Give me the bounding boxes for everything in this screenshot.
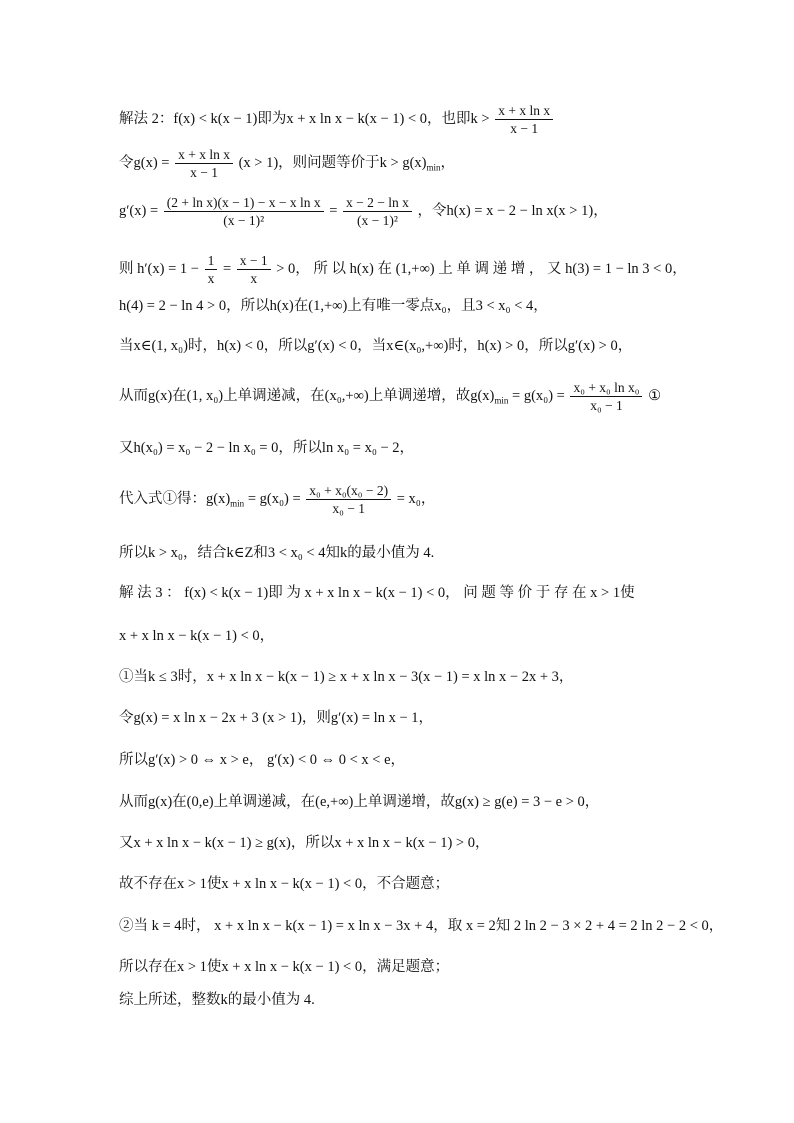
text-run: = g(x₀) = [508, 387, 565, 404]
fraction-numerator: x − 2 − ln x [343, 195, 412, 212]
text-line: 令g(x) = x ln x − 2x + 3 (x > 1)，则g′(x) = ln x − 1， [119, 710, 434, 726]
text-run: = x₀， [396, 490, 436, 507]
substitute-expression [119, 483, 719, 516]
fraction-numerator: x₀ + x₀ ln x₀ [570, 380, 642, 397]
circled-one: ① [648, 387, 662, 404]
fraction-denominator: (x − 1)² [223, 213, 265, 228]
fraction [164, 195, 324, 228]
fraction-denominator: x − 1 [190, 165, 218, 180]
text-run: > 0， 所 以 h(x) 在 (1,+∞) 上 单 调 递 增 ， 又 h(3) = 1 − ln 3 < 0， [276, 260, 687, 277]
text-line: 又h(x₀) = x₀ − 2 − ln x₀ = 0，所以ln x₀ = x₀ − 2， [119, 440, 415, 456]
fraction [343, 195, 412, 228]
text-line: 又x + x ln x − k(x − 1) ≥ g(x)，所以x + x ln x − k(x − 1) > 0， [119, 835, 490, 851]
fraction [175, 147, 233, 180]
text-run: (x > 1)，则问题等价于k > g(x) [238, 154, 427, 171]
text-run: g′(x) = [119, 202, 159, 219]
text-run: 令g(x) = [119, 154, 170, 171]
subscript: min [494, 395, 509, 406]
define-g [119, 147, 719, 180]
solution2-statement [119, 103, 719, 136]
fraction-denominator: x − 1 [510, 121, 539, 136]
fraction [495, 103, 553, 136]
fraction-denominator: x₀ − 1 [590, 398, 623, 413]
fraction [306, 483, 391, 516]
text-line: 从而g(x)在(0,e)上单调递减，在(e,+∞)上单调递增，故g(x) ≥ g(e) = 3 − e > 0， [119, 794, 600, 810]
fraction-denominator: x [207, 271, 215, 286]
text-run: ，令h(x) = x − 2 − ln x(x > 1)， [417, 202, 608, 219]
fraction-numerator: 1 [205, 253, 218, 270]
text-line: 所以g′(x) > 0 ⇔ x > e， g′(x) < 0 ⇔ 0 < x < e， [119, 752, 406, 768]
text-run: = [329, 202, 338, 219]
text-line: 所以k > x₀，结合k∈Z和3 < x₀ < 4知k的最小值为 4. [119, 545, 435, 561]
text-line: 故不存在x > 1使x + x ln x − k(x − 1) < 0，不合题意； [119, 876, 450, 892]
fraction-numerator: x₀ + x₀(x₀ − 2) [306, 483, 391, 500]
fraction-numerator: x + x ln x [175, 147, 233, 164]
h-derivative [119, 253, 719, 286]
text-run: 解法 2：f(x) < k(x − 1)即为x + x ln x − k(x − 1) < 0，也即k > [119, 110, 490, 127]
fraction-denominator: x₀ − 1 [332, 501, 365, 516]
fraction-numerator: x − 1 [237, 253, 271, 270]
text-run: 从而g(x)在(1, x₀)上单调递减，在(x₀,+∞)上单调递增，故g(x) [119, 387, 495, 404]
fraction-denominator: (x − 1)² [357, 213, 398, 228]
text-line: x + x ln x − k(x − 1) < 0， [119, 628, 275, 644]
fraction [205, 253, 218, 286]
case-two: ②当 k = 4时， x + x ln x − k(x − 1) = x ln x − 3x + 4，取 x = 2知 2 ln 2 − 3 × 2 + 4 = 2 ln 2 − 2 < 0， [119, 918, 724, 934]
subscript: min [230, 498, 245, 509]
fraction-numerator: (2 + ln x)(x − 1) − x − x ln x [164, 195, 324, 212]
g-min-expression [119, 380, 719, 413]
conclusion: 综上所述，整数k的最小值为 4. [119, 992, 315, 1008]
fraction [570, 380, 642, 413]
text-run: = g(x₀) = [244, 490, 301, 507]
case-one: ①当k ≤ 3时，x + x ln x − k(x − 1) ≥ x + x ln x − 3(x − 1) = x ln x − 2x + 3， [119, 669, 574, 685]
fraction-denominator: x [250, 271, 258, 286]
text-run: 则 h′(x) = 1 − [119, 260, 199, 277]
text-line: 所以存在x > 1使x + x ln x − k(x − 1) < 0，满足题意； [119, 959, 450, 975]
text-run: 代入式①得：g(x) [119, 490, 231, 507]
fraction-numerator: x + x ln x [495, 103, 553, 120]
text-run: ， [440, 154, 456, 171]
text-line: 当x∈(1, x₀)时，h(x) < 0，所以g′(x) < 0，当x∈(x₀,+∞)时，h(x) > 0，所以g′(x) > 0， [119, 338, 633, 354]
solution3-statement: 解 法 3 ： f(x) < k(x − 1)即 为 x + x ln x − k(x − 1) < 0， 问 题 等 价 于 存 在 x > 1使 [119, 585, 635, 601]
text-run: = [222, 260, 232, 277]
subscript: min [426, 162, 441, 173]
text-line: h(4) = 2 − ln 4 > 0，所以h(x)在(1,+∞)上有唯一零点x₀，且3 < x₀ < 4， [119, 298, 548, 314]
fraction [237, 253, 271, 286]
g-derivative [119, 195, 719, 228]
